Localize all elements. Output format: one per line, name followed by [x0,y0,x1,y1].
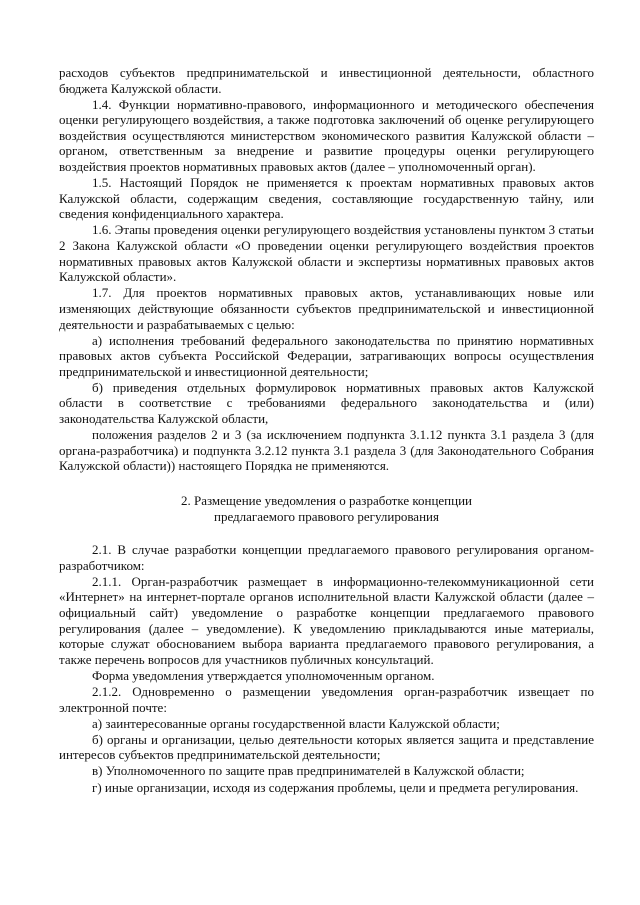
paragraph-1-7: 1.7. Для проектов нормативных правовых актов, устанавливающих новые или изменяющих действующие обязанности субъектов предпринимательской и инвестиционной деятельности и разрабатываемых с целью: [59,285,594,332]
paragraph-1-5: 1.5. Настоящий Порядок не применяется к проектам нормативных правовых актов Калужской области, содержащим сведения, составляющие государственную тайну, или сведения конфиденциального характера. [59,175,594,222]
paragraph-1-4: 1.4. Функции нормативно-правового, информационного и методического обеспечения оценки регулирующего воздействия, а также подготовка заключений об оценке регулирующего воздействия осуществляются министерством экономического развития Калужской области – органом, ответственным за внедрение и развитие процедуры оценки регулирующего воздействия проектов нормативных правовых актов (далее – уполномоченный орган). [59,96,594,175]
paragraph-budget-continuation: расходов субъектов предпринимательской и инвестиционной деятельности, областного бюджета Калужской области. [59,65,594,96]
paragraph-1-6: 1.6. Этапы проведения оценки регулирующего воздействия установлены пунктом 3 статьи 2 Закона Калужской области «О проведении оценки регулирующего воздействия проектов нормативных правовых актов Калужской области и экспертизы нормативных правовых актов Калужской области». [59,222,594,285]
paragraph-1-7-a: а) исполнения требований федерального законодательства по принятию нормативных правовых актов субъекта Российской Федерации, затрагивающих вопросы осуществления предпринимательской и инвестиционной деятельности; [59,332,594,379]
paragraph-2-1-2-a: а) заинтересованные органы государственной власти Калужской области; [92,715,500,731]
section-2-heading-line-2: предлагаемого правового регулирования [214,508,439,524]
section-2-heading-line-1: 2. Размещение уведомления о разработке концепции [180,492,473,508]
paragraph-2-1-2-b: б) органы и организации, целью деятельности которых является защита и представление интересов субъектов предпринимательской деятельности; [59,731,594,763]
paragraph-2-1: 2.1. В случае разработки концепции предлагаемого правового регулирования органом-разработчиком: [59,542,594,573]
paragraph-2-1-2: 2.1.2. Одновременно о размещении уведомления орган-разработчик извещает по электронной почте: [59,683,594,715]
paragraph-1-7-b: б) приведения отдельных формулировок нормативных правовых актов Калужской области в соответствие с требованиями федерального законодательства и (или) законодательства Калужской области, [59,379,594,427]
paragraph-notice-form: Форма уведомления утверждается уполномоченным органом. [92,667,435,683]
paragraph-2-1-2-g: г) иные организации, исходя из содержания проблемы, цели и предмета регулирования. [92,779,579,795]
paragraph-2-1-2-v: в) Уполномоченного по защите прав предпринимателей в Калужской области; [92,763,525,779]
paragraph-1-7-exceptions: положения разделов 2 и 3 (за исключением подпункта 3.1.12 пункта 3.1 раздела 3 (для органа-разработчика) и подпункта 3.2.12 пункта 3.1 раздела 3 (для Законодательного Собрания Калужской области)) настоящего Порядка не применяются. [59,427,594,474]
document-body [59,65,594,796]
paragraph-2-1-1: 2.1.1. Орган-разработчик размещает в информационно-телекоммуникационной сети «Интернет» на интернет-портале органов исполнительной власти Калужской области (далее – официальный сайт) уведомление о разработке концепции предлагаемого правового регулирования (далее – уведомление). К уведомлению прикладываются иные материалы, которые служат обоснованием выбора варианта предлагаемого правового регулирования, а также перечень вопросов для участников публичных консультаций. [59,573,594,667]
section-2-heading [59,493,594,524]
